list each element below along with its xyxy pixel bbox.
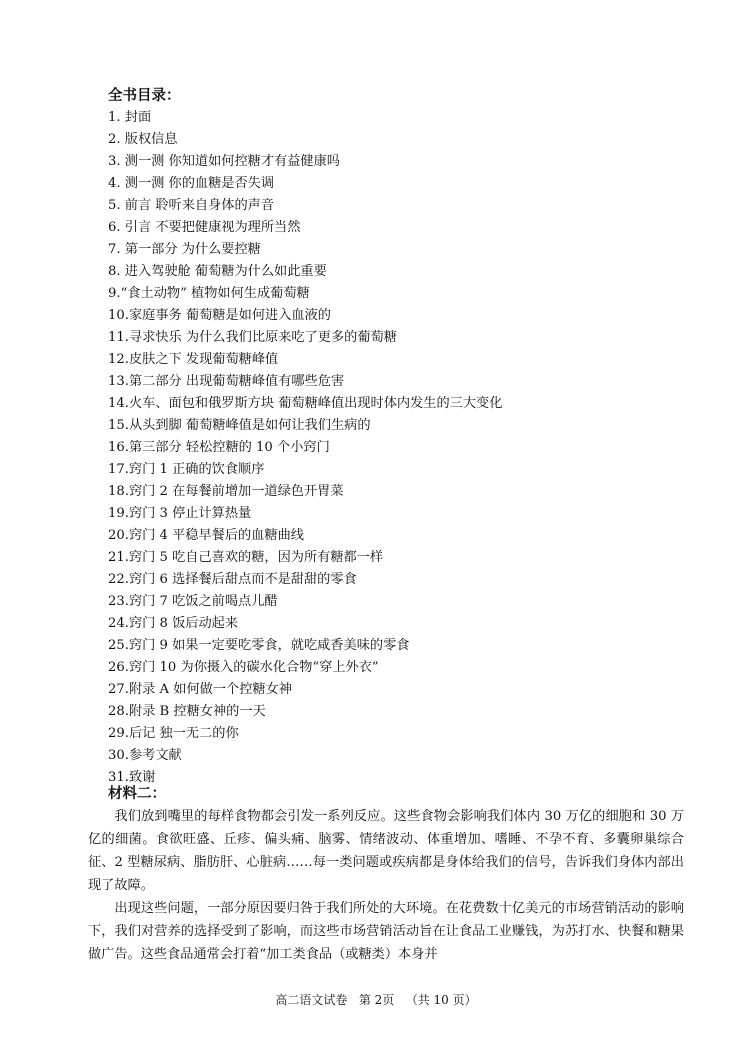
material-paragraph: 出现这些问题，一部分原因要归咎于我们所处的大环境。在花费数十亿美元的市场营销活动的影响下，我们对营养的选择受到了影响，而这些市场营销活动旨在让食品工业赚钱，为苏打水、快餐和糖果做广告。这些食品通常会打着“加工类食品（或糖类）本身并 <box>88 901 684 962</box>
toc-item: 30.参考文献 <box>108 748 182 763</box>
toc-item: 17.窍门 1 正确的饮食顺序 <box>108 462 265 477</box>
toc-item: 4. 测一测 你的血糖是否失调 <box>108 176 275 191</box>
footer-exam-name: 高二语文试卷 <box>275 993 348 1007</box>
toc-item: 23.窍门 7 吃饭之前喝点儿醋 <box>108 594 278 609</box>
footer-total-pages: （共 10 页） <box>405 993 477 1007</box>
toc-item: 29.后记 独一无二的你 <box>108 726 239 741</box>
toc-item: 24.窍门 8 饭后动起来 <box>108 616 239 631</box>
toc-item: 27.附录 A 如何做一个控糖女神 <box>108 682 292 697</box>
toc-item: 1. 封面 <box>108 110 152 125</box>
toc-item: 5. 前言 聆听来自身体的声音 <box>108 198 275 213</box>
toc-item: 11.寻求快乐 为什么我们比原来吃了更多的葡萄糖 <box>108 330 397 345</box>
material-paragraph: 我们放到嘴里的每样食物都会引发一系列反应。这些食物会影响我们体内 30 万亿的细胞和 30 万亿的细菌。食欲旺盛、丘疹、偏头痛、脑雾、情绪波动、体重增加、嗜睡、不孕不育、多囊卵巢综合征、2 型糖尿病、脂肪肝、心脏病……每一类问题或疾病都是身体给我们的信号，告诉我们身体内部出现了故障。 <box>88 809 684 893</box>
toc-item: 7. 第一部分 为什么要控糖 <box>108 242 261 257</box>
toc-item: 21.窍门 5 吃自己喜欢的糖，因为所有糖都一样 <box>108 550 384 565</box>
toc-item: 9.“食土动物” 植物如何生成葡萄糖 <box>108 286 310 301</box>
toc-item: 3. 测一测 你知道如何控糖才有益健康吗 <box>108 154 340 169</box>
toc-item: 14.火车、面包和俄罗斯方块 葡萄糖峰值出现时体内发生的三大变化 <box>108 396 503 411</box>
toc-item: 2. 版权信息 <box>108 132 178 147</box>
footer-page-number: 第 2页 <box>358 993 395 1007</box>
toc-item: 22.窍门 6 选择餐后甜点而不是甜甜的零食 <box>108 572 357 587</box>
toc-item: 18.窍门 2 在每餐前增加一道绿色开胃菜 <box>108 484 344 499</box>
toc-item: 19.窍门 3 停止计算热量 <box>108 506 252 521</box>
page-footer <box>0 992 752 1008</box>
toc-item: 10.家庭事务 葡萄糖是如何进入血液的 <box>108 308 331 323</box>
toc-item: 15.从头到脚 葡萄糖峰值是如何让我们生病的 <box>108 418 371 433</box>
toc-item: 13.第二部分 出现葡萄糖峰值有哪些危害 <box>108 374 345 389</box>
toc-title: 全书目录： <box>108 87 181 104</box>
toc-item: 8. 进入驾驶舱 葡萄糖为什么如此重要 <box>108 264 327 279</box>
toc-item: 20.窍门 4 平稳早餐后的血糖曲线 <box>108 528 304 543</box>
toc-item: 12.皮肤之下 发现葡萄糖峰值 <box>108 352 279 367</box>
toc-item: 16.第三部分 轻松控糖的 10 个小窍门 <box>108 440 330 455</box>
toc-item: 6. 引言 不要把健康视为理所当然 <box>108 220 301 235</box>
toc-item: 31.致谢 <box>108 770 156 785</box>
toc-item: 28.附录 B 控糖女神的一天 <box>108 704 266 719</box>
material-title: 材料二： <box>108 785 166 802</box>
toc-list <box>108 107 708 789</box>
toc-item: 25.窍门 9 如果一定要吃零食，就吃咸香美味的零食 <box>108 638 410 653</box>
toc-item: 26.窍门 10 为你摄入的碳水化合物“穿上外衣” <box>108 660 379 675</box>
material-body <box>88 805 684 966</box>
